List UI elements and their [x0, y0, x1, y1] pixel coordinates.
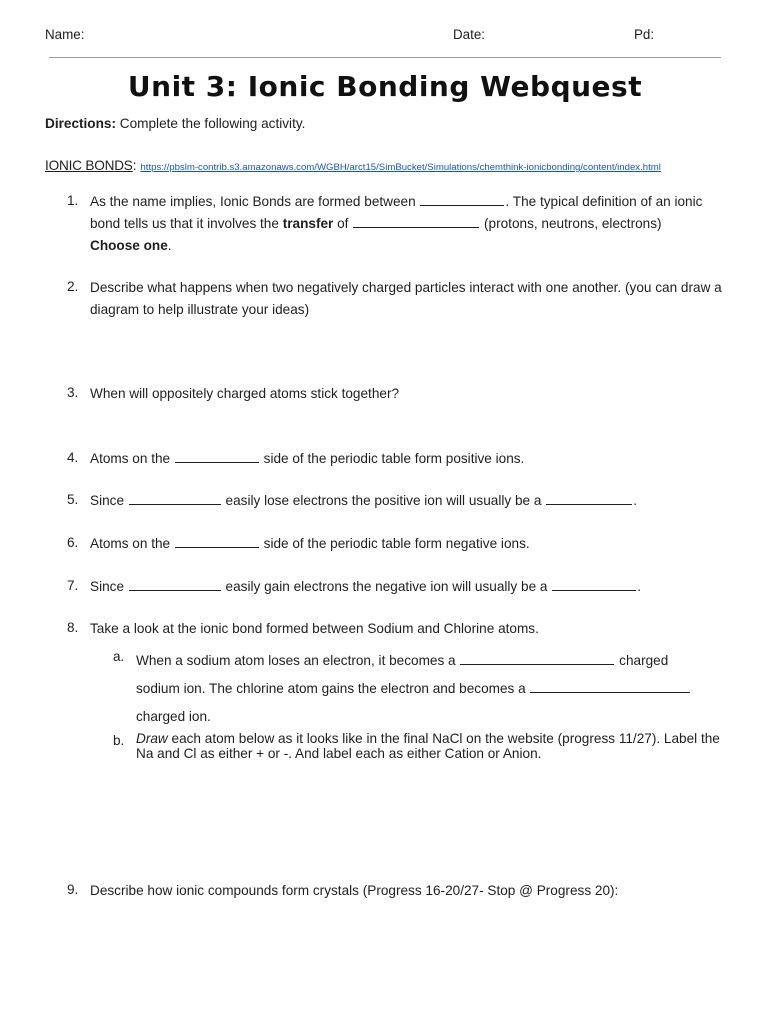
question-number: 6. — [67, 535, 79, 550]
q5-text-a: Since — [90, 493, 128, 508]
header-divider — [49, 57, 721, 58]
directions — [45, 116, 305, 131]
q1-text-b: . The typical definition of an ionic bond tells us that it involves the — [90, 194, 703, 231]
q7-text-a: Since — [90, 579, 128, 594]
q7-text-c: . — [637, 579, 642, 594]
question-number: 8. — [67, 620, 79, 635]
question-1 — [90, 191, 730, 257]
q8a-line2: sodium ion. The chlorine atom gains the electron and becomes a — [136, 681, 530, 696]
question-number: 4. — [67, 450, 79, 465]
answer-blank[interactable] — [175, 535, 259, 548]
question-number: 9. — [67, 882, 79, 897]
question-8b — [136, 731, 726, 761]
question-7 — [90, 576, 730, 598]
q8a-line1: When a sodium atom loses an electron, it becomes a — [136, 653, 460, 668]
answer-blank[interactable] — [546, 492, 632, 505]
q5-text-c: . — [633, 493, 637, 508]
q1-text-a: As the name implies, Ionic Bonds are formed between — [90, 194, 420, 209]
ionic-bonds-section — [45, 158, 661, 173]
answer-blank[interactable] — [129, 492, 221, 505]
question-3: When will oppositely charged atoms stick together? — [90, 386, 400, 401]
q8b-draw-italic: Draw — [136, 731, 168, 746]
question-4 — [90, 448, 730, 470]
q1-transfer-bold: transfer — [282, 216, 334, 231]
q1-choose-one: Choose one — [90, 238, 168, 253]
period-label: Pd: — [634, 27, 655, 42]
question-8a — [136, 647, 726, 731]
simulation-link[interactable]: https://pbslm-contrib.s3.amazonaws.com/WGBH/arct15/SimBucket/Simulations/chemthink-ionicbonding/content/index.html — [140, 162, 661, 173]
question-6 — [90, 533, 730, 555]
question-8: Take a look at the ionic bond formed between Sodium and Chlorine atoms. — [90, 621, 539, 636]
q4-text-a: Atoms on the — [90, 451, 174, 466]
q8a-line3: charged ion. — [136, 709, 211, 724]
q6-text-a: Atoms on the — [90, 536, 174, 551]
ionic-bonds-colon: : — [132, 158, 137, 173]
question-number: 5. — [67, 492, 79, 507]
date-label: Date: — [453, 27, 486, 42]
q8a-line1-end: charged — [615, 653, 669, 668]
question-number: 3. — [67, 385, 79, 400]
sub-question-letter: b. — [113, 733, 125, 748]
page-title: Unit 3: Ionic Bonding Webquest — [127, 70, 643, 103]
q4-text-b: side of the periodic table form positive ions. — [259, 451, 525, 466]
answer-blank[interactable] — [175, 450, 259, 463]
answer-blank[interactable] — [129, 578, 221, 591]
directions-text: Complete the following activity. — [116, 116, 306, 131]
q7-text-b: easily gain electrons the negative ion will usually be a — [221, 579, 552, 594]
q6-text-b: side of the periodic table form negative ions. — [259, 536, 530, 551]
q1-text-e: . — [167, 238, 172, 253]
q1-text-d: (protons, neutrons, electrons) — [480, 216, 662, 231]
sub-question-letter: a. — [113, 649, 125, 664]
question-number: 1. — [67, 193, 79, 208]
question-2: Describe what happens when two negatively charged particles interact with one another. (you can draw a diagram to help illustrate your ideas) — [90, 280, 722, 317]
answer-blank[interactable] — [460, 652, 614, 665]
question-9: Describe how ionic compounds form crystals (Progress 16-20/27- Stop @ Progress 20): — [90, 883, 619, 898]
question-5 — [90, 490, 730, 512]
answer-blank[interactable] — [530, 680, 690, 693]
name-label: Name: — [45, 27, 85, 42]
question-number: 2. — [67, 279, 79, 294]
q8b-text: each atom below as it looks like in the final NaCl on the website (progress 11/27). Label the Na and Cl as either + or -. And label each as either Cation or Anion. — [136, 731, 720, 761]
q1-text-c: of — [333, 216, 353, 231]
directions-label: Directions: — [45, 116, 117, 131]
answer-blank[interactable] — [420, 193, 504, 206]
ionic-bonds-label: IONIC BONDS — [45, 158, 133, 173]
answer-blank[interactable] — [353, 215, 479, 228]
answer-blank[interactable] — [552, 578, 636, 591]
q5-text-b: easily lose electrons the positive ion will usually be a — [221, 493, 546, 508]
question-number: 7. — [67, 578, 79, 593]
